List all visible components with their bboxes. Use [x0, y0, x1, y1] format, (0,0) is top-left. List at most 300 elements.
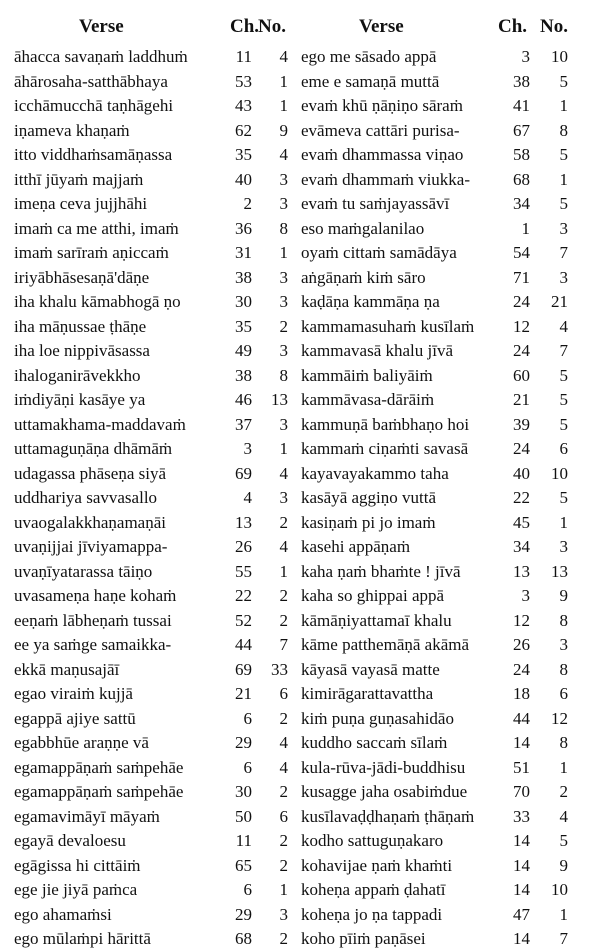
index-row	[0, 780, 300, 805]
index-row	[300, 315, 600, 340]
verse-text: uddhariya savvasallo	[14, 488, 158, 507]
index-row	[0, 511, 300, 536]
verse-number: 3	[279, 292, 288, 311]
verse-text: kaḍāṇa kammāṇa ṇa	[301, 292, 440, 311]
verse-number: 10	[551, 47, 568, 66]
index-row	[0, 486, 300, 511]
index-row	[300, 535, 600, 560]
verse-number: 2	[279, 586, 288, 605]
chapter-number: 44	[235, 635, 252, 654]
chapter-number: 21	[235, 684, 252, 703]
chapter-number: 14	[513, 831, 530, 850]
chapter-number: 11	[235, 47, 252, 66]
verse-number: 3	[559, 218, 568, 238]
verse-number: 2	[559, 782, 568, 801]
chapter-number: 65	[235, 855, 252, 875]
index-row	[300, 388, 600, 413]
verse-number: 2	[279, 929, 288, 948]
verse-text: evaṁ tu saṁjayassāvī	[301, 194, 450, 213]
verse-number: 10	[551, 463, 568, 483]
verse-text: egappā ajiye sattū	[14, 708, 136, 728]
verse-number: 8	[279, 365, 288, 385]
verse-number: 7	[279, 635, 288, 654]
verse-number: 1	[279, 439, 288, 458]
verse-text: egamavimāyī māyaṁ	[14, 806, 160, 826]
verse-number: 8	[559, 120, 568, 140]
verse-number: 4	[559, 806, 568, 826]
verse-text: āhārosaha-satthābhaya	[14, 71, 168, 91]
verse-text: kammāiṁ baliyāiṁ	[301, 365, 433, 385]
verse-number: 5	[559, 71, 568, 91]
verse-text: eso maṁgalanilao	[301, 218, 425, 238]
chapter-number: 38	[513, 71, 530, 91]
verse-number: 8	[559, 659, 568, 679]
chapter-number: 26	[513, 635, 530, 654]
chapter-number: 30	[235, 782, 252, 801]
chapter-number: 60	[513, 365, 530, 385]
verse-text: koho pīiṁ paṇāsei	[301, 929, 426, 948]
verse-text: uttamakhama-maddavaṁ	[14, 414, 186, 434]
index-row	[0, 143, 300, 168]
verse-text: kimirāgarattavattha	[301, 684, 434, 703]
chapter-number: 12	[513, 610, 530, 630]
index-row	[0, 560, 300, 585]
verse-text: egamappāṇaṁ saṁpehāe	[14, 782, 184, 801]
index-row	[0, 609, 300, 634]
verse-text: evaṁ dhammassa viṇao	[301, 145, 464, 164]
verse-text: itthī jūyaṁ majjaṁ	[14, 169, 144, 189]
chapter-number: 11	[235, 831, 252, 850]
index-row	[300, 756, 600, 781]
index-row	[0, 413, 300, 438]
chapter-number: 24	[513, 292, 530, 311]
index-row	[300, 241, 600, 266]
verse-number: 12	[551, 708, 568, 728]
index-row	[0, 707, 300, 732]
verse-number: 5	[559, 488, 568, 507]
verse-number: 4	[279, 145, 288, 164]
chapter-number: 6	[243, 757, 252, 777]
chapter-number: 37	[235, 414, 252, 434]
index-row	[0, 731, 300, 756]
verse-number: 7	[559, 341, 568, 360]
verse-number: 5	[559, 194, 568, 213]
verse-text: eme e samaṇā muttā	[301, 71, 440, 91]
verse-number: 3	[559, 537, 568, 556]
verse-text: ekkā maṇusajāī	[14, 659, 120, 679]
verse-text: iṇameva khaṇaṁ	[14, 120, 130, 140]
verse-number: 8	[279, 218, 288, 238]
chapter-number: 40	[235, 169, 252, 189]
verse-text: koheṇa appaṁ ḍahatī	[301, 880, 446, 899]
index-row	[300, 633, 600, 658]
verse-text: kasehi appāṇaṁ	[301, 537, 411, 556]
verse-text: iṁdiyāṇi kasāye ya	[14, 390, 146, 409]
chapter-number: 22	[513, 488, 530, 507]
index-row	[300, 266, 600, 291]
index-row	[300, 94, 600, 119]
verse-text: icchāmucchā taṇhāgehi	[14, 96, 174, 115]
verse-number: 5	[559, 390, 568, 409]
chapter-number: 62	[235, 120, 252, 140]
verse-text: iriyābhāsesaṇā'dāṇe	[14, 267, 150, 287]
number-header: No.	[258, 16, 286, 37]
verse-number: 1	[559, 904, 568, 924]
verse-text: kāyasā vayasā matte	[301, 659, 440, 679]
chapter-number: 34	[513, 537, 530, 556]
chapter-number: 3	[521, 586, 530, 605]
verse-text: egao viraiṁ kujjā	[14, 684, 133, 703]
chapter-header: Ch.	[498, 16, 528, 37]
verse-text: kaha so ghippai appā	[301, 586, 445, 605]
index-row	[300, 462, 600, 487]
verse-number: 3	[559, 267, 568, 287]
index-row	[300, 119, 600, 144]
verse-text: kāme patthemāṇā akāmā	[301, 635, 470, 654]
verse-text: iha khalu kāmabhogā ṇo	[14, 292, 181, 311]
verse-number: 13	[271, 390, 288, 409]
verse-text: ego mūlaṁpi hārittā	[14, 929, 151, 948]
verse-number: 3	[559, 635, 568, 654]
verse-number: 4	[279, 47, 288, 66]
index-row	[300, 584, 600, 609]
chapter-number: 69	[235, 463, 252, 483]
verse-text: kusagge jaha osabiṁdue	[301, 782, 468, 801]
chapter-number: 38	[235, 365, 252, 385]
verse-text: udagassa phāseṇa siyā	[14, 463, 167, 483]
chapter-number: 14	[513, 880, 530, 899]
verse-text: ego ahamaṁsi	[14, 904, 112, 924]
verse-text: imaṁ ca me atthi, imaṁ	[14, 218, 179, 238]
verse-number: 21	[551, 292, 568, 311]
verse-text: ee ya saṁge samaikka-	[14, 635, 172, 654]
index-row	[300, 731, 600, 756]
verse-text: itto viddhaṁsamāṇassa	[14, 145, 173, 164]
chapter-number: 18	[513, 684, 530, 703]
chapter-number: 43	[235, 96, 252, 115]
verse-number: 6	[559, 439, 568, 458]
index-row	[300, 413, 600, 438]
verse-header: Verse	[359, 16, 404, 37]
verse-text: imaṁ sarīraṁ aṇiccaṁ	[14, 243, 169, 262]
verse-text: kammamasuhaṁ kusīlaṁ	[301, 316, 475, 336]
verse-text: iha loe nippivāsassa	[14, 341, 150, 360]
verse-text: evaṁ khū ṇāṇiṇo sāraṁ	[301, 96, 463, 115]
index-row	[300, 143, 600, 168]
chapter-number: 34	[513, 194, 530, 213]
chapter-number: 51	[513, 757, 530, 777]
verse-number: 1	[559, 169, 568, 189]
index-row	[300, 511, 600, 536]
verse-text: kodho sattuguṇakaro	[301, 831, 444, 850]
chapter-number: 67	[513, 120, 530, 140]
verse-text: egāgissa hi cittāiṁ	[14, 855, 141, 875]
verse-text: uttamaguṇāṇa dhāmāṁ	[14, 439, 173, 458]
index-row	[0, 462, 300, 487]
verse-number: 8	[559, 733, 568, 752]
chapter-number: 30	[235, 292, 252, 311]
chapter-number: 49	[235, 341, 252, 360]
verse-text: kammaṁ ciṇaṁti savasā	[301, 439, 469, 458]
verse-number: 6	[559, 684, 568, 703]
verse-text: ego me sāsado appā	[301, 47, 437, 66]
chapter-number: 31	[235, 243, 252, 262]
verse-number: 3	[279, 169, 288, 189]
index-row	[300, 45, 600, 70]
chapter-number: 33	[513, 806, 530, 826]
verse-number: 4	[279, 733, 288, 752]
verse-number: 2	[279, 831, 288, 850]
verse-text: evāmeva cattāri purisa-	[301, 120, 460, 140]
verse-number: 6	[279, 684, 288, 703]
index-row	[0, 756, 300, 781]
chapter-number: 58	[513, 145, 530, 164]
chapter-number: 6	[243, 880, 252, 899]
left-rows	[0, 45, 300, 952]
verse-number: 4	[559, 316, 568, 336]
verse-text: iha māṇussae ṭhāṇe	[14, 316, 147, 336]
verse-number: 2	[279, 512, 288, 532]
index-row	[300, 780, 600, 805]
verse-number: 4	[279, 537, 288, 556]
index-row	[0, 217, 300, 242]
verse-text: kammavasā khalu jīvā	[301, 341, 454, 360]
chapter-number: 14	[513, 733, 530, 752]
index-row	[300, 437, 600, 462]
verse-text: kusīlavaḍḍhaṇaṁ ṭhāṇaṁ	[301, 806, 475, 826]
chapter-number: 55	[235, 561, 252, 581]
verse-text: kasāyā aggiṇo vuttā	[301, 488, 437, 507]
index-row	[0, 535, 300, 560]
verse-text: uvaṇijjai jīviyamappa-	[14, 537, 168, 556]
chapter-number: 24	[513, 341, 530, 360]
verse-number: 2	[279, 782, 288, 801]
chapter-number: 46	[235, 390, 252, 409]
verse-number: 3	[279, 414, 288, 434]
index-row	[0, 315, 300, 340]
chapter-number: 54	[513, 243, 530, 262]
chapter-number: 68	[513, 169, 530, 189]
verse-number: 8	[559, 610, 568, 630]
verse-number: 1	[559, 512, 568, 532]
chapter-number: 2	[243, 194, 252, 213]
verse-text: kayavayakammo taha	[301, 463, 449, 483]
chapter-number: 24	[513, 439, 530, 458]
chapter-number: 14	[513, 929, 530, 948]
index-row	[300, 290, 600, 315]
chapter-number: 38	[235, 267, 252, 287]
chapter-number: 35	[235, 145, 252, 164]
index-row	[300, 192, 600, 217]
index-row	[0, 682, 300, 707]
index-row	[0, 903, 300, 928]
verse-text: koheṇa jo ṇa tappadi	[301, 904, 443, 924]
index-row	[0, 927, 300, 952]
verse-text: imeṇa ceva jujjhāhi	[14, 194, 148, 213]
chapter-number: 70	[513, 782, 530, 801]
index-row	[300, 168, 600, 193]
chapter-number: 36	[235, 218, 252, 238]
index-row	[300, 560, 600, 585]
verse-text: oyaṁ cittaṁ samādāya	[301, 243, 457, 262]
verse-number: 4	[279, 757, 288, 777]
verse-number: 10	[551, 880, 568, 899]
chapter-number: 69	[235, 659, 252, 679]
chapter-number: 35	[235, 316, 252, 336]
index-row	[0, 878, 300, 903]
index-row	[300, 878, 600, 903]
verse-text: evaṁ dhammaṁ viukka-	[301, 169, 471, 189]
verse-number: 7	[559, 929, 568, 948]
index-row	[0, 854, 300, 879]
chapter-number: 13	[235, 512, 252, 532]
verse-number: 1	[279, 561, 288, 581]
verse-text: uvaogalakkhaṇamaṇāi	[14, 512, 166, 532]
verse-number: 1	[279, 71, 288, 91]
verse-number: 2	[279, 610, 288, 630]
verse-number: 1	[559, 757, 568, 777]
index-row	[300, 364, 600, 389]
chapter-number: 50	[235, 806, 252, 826]
verse-number: 9	[279, 120, 288, 140]
index-row	[0, 266, 300, 291]
verse-number: 3	[279, 341, 288, 360]
verse-number: 1	[559, 96, 568, 115]
index-row	[0, 339, 300, 364]
chapter-number: 3	[243, 439, 252, 458]
chapter-number: 41	[513, 96, 530, 115]
chapter-number: 13	[513, 561, 530, 581]
verse-header: Verse	[79, 16, 124, 37]
verse-number: 9	[559, 855, 568, 875]
verse-number: 1	[279, 880, 288, 899]
verse-text: kammuṇā baṁbhaṇo hoi	[301, 414, 470, 434]
verse-text: ege jie jiyā paṁca	[14, 880, 138, 899]
chapter-number: 39	[513, 414, 530, 434]
index-row	[0, 437, 300, 462]
index-row	[0, 829, 300, 854]
verse-number: 3	[279, 904, 288, 924]
chapter-number: 22	[235, 586, 252, 605]
chapter-number: 29	[235, 904, 252, 924]
verse-number: 5	[559, 831, 568, 850]
index-row	[0, 805, 300, 830]
verse-number: 3	[279, 194, 288, 213]
index-row	[0, 45, 300, 70]
index-row	[0, 388, 300, 413]
chapter-number: 6	[243, 708, 252, 728]
chapter-number: 45	[513, 512, 530, 532]
chapter-number: 40	[513, 463, 530, 483]
verse-number: 13	[551, 561, 568, 581]
chapter-number: 14	[513, 855, 530, 875]
index-row	[0, 364, 300, 389]
index-row	[0, 168, 300, 193]
index-row	[300, 658, 600, 683]
index-row	[300, 805, 600, 830]
index-row	[0, 70, 300, 95]
verse-number: 6	[279, 806, 288, 826]
verse-text: kula-rūva-jādi-buddhisu	[301, 757, 466, 777]
index-row	[300, 903, 600, 928]
index-row	[300, 829, 600, 854]
verse-number: 3	[279, 267, 288, 287]
index-row	[0, 192, 300, 217]
chapter-number: 71	[513, 267, 530, 287]
chapter-number: 26	[235, 537, 252, 556]
verse-text: ihaloganirāvekkho	[14, 365, 141, 385]
right-rows	[300, 45, 600, 952]
verse-number: 1	[279, 96, 288, 115]
chapter-number: 29	[235, 733, 252, 752]
index-row	[300, 682, 600, 707]
index-row	[0, 633, 300, 658]
verse-number: 33	[271, 659, 288, 679]
chapter-number: 47	[513, 904, 530, 924]
verse-text: uvaṇīyatarassa tāiṇo	[14, 561, 153, 581]
verse-number: 4	[279, 463, 288, 483]
verse-text: aṅgāṇaṁ kiṁ sāro	[301, 267, 426, 287]
verse-number: 5	[559, 145, 568, 164]
index-row	[0, 94, 300, 119]
verse-text: kohavijae ṇaṁ khaṁti	[301, 855, 453, 875]
verse-text: āhacca savaṇaṁ laddhuṁ	[14, 47, 188, 66]
chapter-number: 52	[235, 610, 252, 630]
verse-text: kaha ṇaṁ bhaṁte ! jīvā	[301, 561, 461, 581]
chapter-number: 21	[513, 390, 530, 409]
verse-text: kuddho saccaṁ sīlaṁ	[301, 733, 448, 752]
verse-number: 2	[279, 708, 288, 728]
chapter-number: 44	[513, 708, 530, 728]
chapter-number: 1	[521, 218, 530, 238]
chapter-number: 3	[521, 47, 530, 66]
verse-text: egamappāṇaṁ saṁpehāe	[14, 757, 184, 777]
chapter-number: 4	[243, 488, 252, 507]
verse-number: 3	[279, 488, 288, 507]
chapter-number: 68	[235, 929, 252, 948]
verse-text: kāmāṇiyattamaī khalu	[301, 610, 452, 630]
index-row	[0, 584, 300, 609]
verse-number: 5	[559, 365, 568, 385]
verse-text: egayā devaloesu	[14, 831, 126, 850]
number-header: No.	[540, 16, 568, 37]
chapter-number: 12	[513, 316, 530, 336]
index-row	[300, 609, 600, 634]
verse-text: egabbhūe araṇṇe vā	[14, 733, 149, 752]
index-row	[300, 486, 600, 511]
index-row	[0, 658, 300, 683]
verse-text: kasiṇaṁ pi jo imaṁ	[301, 512, 436, 532]
index-row	[0, 119, 300, 144]
index-row	[300, 927, 600, 952]
verse-number: 7	[559, 243, 568, 262]
index-row	[300, 339, 600, 364]
chapter-header: Ch.	[230, 16, 260, 37]
index-row	[300, 70, 600, 95]
verse-text: uvasameṇa haṇe kohaṁ	[14, 586, 177, 605]
verse-text: kiṁ puṇa guṇasahidāo	[301, 708, 454, 728]
verse-text: eeṇaṁ lābheṇaṁ tussai	[14, 610, 172, 630]
verse-number: 2	[279, 855, 288, 875]
index-row	[300, 854, 600, 879]
chapter-number: 53	[235, 71, 252, 91]
index-row	[0, 241, 300, 266]
verse-number: 5	[559, 414, 568, 434]
chapter-number: 24	[513, 659, 530, 679]
index-row	[0, 290, 300, 315]
verse-text: kammāvasa-dārāiṁ	[301, 390, 435, 409]
verse-number: 9	[559, 586, 568, 605]
